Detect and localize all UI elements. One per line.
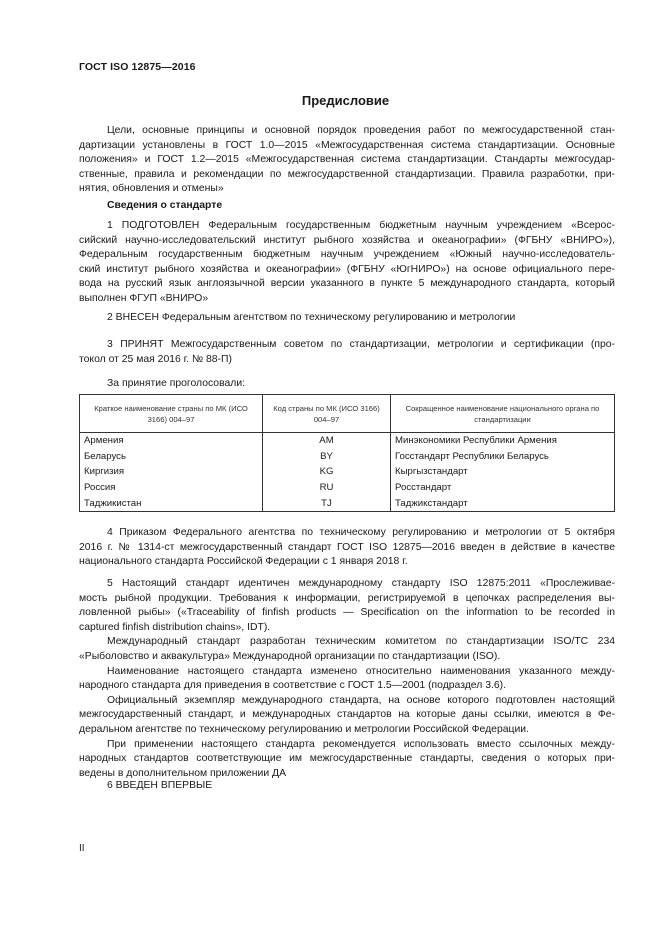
text-line: 3 ПРИНЯТ Межгосударственным советом по стандартизации, метрологии и сертификации (про- [107, 339, 615, 350]
text-line: выполнен ФГУП «ВНИРО» [79, 292, 209, 304]
text-line: За принятие проголосовали: [107, 378, 246, 389]
text-line: вода на русский язык англоязычной версии указанного в пункте 5 международного стандарта, который [79, 278, 615, 290]
country-code: TJ [263, 495, 391, 511]
text-line: сийский научно-исследовательский институт рыбного хозяйства и океанографии» (ФГБНУ «ВНИРО»), [79, 234, 615, 246]
text-line: деральном агентстве по техническому регулированию и метрологии Российской Федерации. [79, 723, 529, 735]
text-line: 4 Приказом Федерального агентства по техническому регулированию и метрологии от 5 октября [107, 527, 615, 538]
text-line: captured finfish distribution chains», IDT). [79, 621, 271, 633]
vote-label [107, 377, 245, 392]
text-line: межгосударственный стандарт, и международных стандартов на которые даны ссылки, имеются в Фе- [79, 709, 615, 721]
text-line: 6 ВВЕДЕН ВПЕРВЫЕ [107, 780, 213, 791]
country-code: BY [263, 449, 391, 465]
country-code: KG [263, 464, 391, 480]
country-name: Армения [80, 433, 263, 449]
text-line: 1 ПОДГОТОВЛЕН Федеральным государственным бюджетным научным учреждением «Всерос- [107, 220, 615, 231]
standards-body: Минэкономики Республики Армения [391, 433, 615, 449]
item-5-paragraph [79, 577, 615, 781]
table-header-row [80, 395, 615, 433]
text-line: «Рыболовство и аквакультура» Международной организации по стандартизации (ISO). [79, 650, 501, 662]
table-row [80, 464, 615, 480]
text-line: ведены в дополнительном приложении ДА [79, 767, 287, 779]
item-6-paragraph [79, 779, 615, 794]
country-code: RU [263, 480, 391, 496]
country-name: Киргизия [80, 464, 263, 480]
text-line: 2016 г. № 1314-ст межгосударственный стандарт ГОСТ ISO 12875—2016 введен в действие в качестве [79, 541, 615, 553]
text-line: При применении настоящего стандарта рекомендуется использовать вместо ссылочных между- [107, 738, 615, 750]
item-3-paragraph [79, 338, 615, 367]
text-line: Наименование настоящего стандарта изменено относительно наименования указанного между- [107, 665, 615, 677]
text-line: положения» и ГОСТ 1.2—2015 «Межгосударственная система стандартизации. Стандарты межгосудар- [79, 154, 615, 166]
text-line: Официальный экземпляр международного стандарта, на основе которого подготовлен настоящий [107, 694, 615, 706]
text-line: Федеральным государственным бюджетным научным учреждением «Южный научно-исследователь- [79, 249, 615, 261]
country-code: AM [263, 433, 391, 449]
text-line: мость рыбной продукции. Требования к информации, регистрируемой в цепочках распределения вы- [79, 592, 615, 604]
text-line: 5 Настоящий стандарт идентичен международному стандарту ISO 12875:2011 «Прослеживае- [107, 578, 615, 589]
text-line: народного стандарта для приведения в соответствие с ГОСТ 1.5—2001 (подраздел 3.6). [79, 680, 506, 692]
country-name: Таджикистан [80, 495, 263, 511]
country-name: Беларусь [80, 449, 263, 465]
text-line: ственные, правила и рекомендации по межгосударственной стандартизации. Правила разработки, при- [79, 168, 615, 180]
table-row [80, 433, 615, 449]
text-line: национального стандарта Российской Федерации с 1 января 2018 г. [79, 556, 408, 568]
table-row [80, 495, 615, 511]
text-line: Международный стандарт разработан техническим комитетом по стандартизации ISO/TC 234 [107, 636, 615, 648]
text-line: токол от 25 мая 2016 г. № 88-П) [79, 353, 232, 365]
column-header: Сокращенное наименование национального органа по стандартизации [391, 395, 615, 433]
intro-paragraph [79, 124, 615, 197]
text-line: Цели, основные принципы и основной порядок проведения работ по межгосударственной стан- [107, 125, 615, 136]
column-header: Код страны по МК (ИСО 3166) 004–97 [263, 395, 391, 433]
table-row [80, 449, 615, 465]
page-title: Предисловие [301, 93, 390, 108]
standards-body: Госстандарт Республики Беларусь [391, 449, 615, 465]
standards-body: Таджикстандарт [391, 495, 615, 511]
text-line: народных стандартов соответствующие им межгосударственные стандарты, сведения о которых при- [79, 753, 615, 765]
text-line: ловленной рыбы» («Traceability of finfish products — Specification on the information to be recorded in [79, 607, 615, 619]
page-number: II [79, 843, 85, 854]
text-line: дартизации установлены в ГОСТ 1.0—2015 «Межгосударственная система стандартизации. Основные [79, 139, 615, 151]
column-header: Краткое наименование страны по МК (ИСО 3166) 004–97 [80, 395, 263, 433]
item-1-paragraph [79, 219, 615, 307]
text-line: нятия, обновления и отмены» [79, 183, 224, 195]
item-4-paragraph [79, 526, 615, 570]
text-line: 2 ВНЕСЕН Федеральным агентством по техническому регулированию и метрологии [107, 312, 516, 323]
table-row [80, 480, 615, 496]
text-line: ский институт рыбного хозяйства и океанографии» (ФГБНУ «ЮгНИРО») на основе официального пере- [79, 263, 615, 275]
item-2-paragraph [79, 311, 615, 326]
country-name: Россия [80, 480, 263, 496]
standards-body: Кыргызстандарт [391, 464, 615, 480]
section-heading: Сведения о стандарте [107, 200, 223, 211]
voting-table [79, 394, 615, 512]
document-code: ГОСТ ISO 12875—2016 [79, 61, 196, 73]
standards-body: Росстандарт [391, 480, 615, 496]
